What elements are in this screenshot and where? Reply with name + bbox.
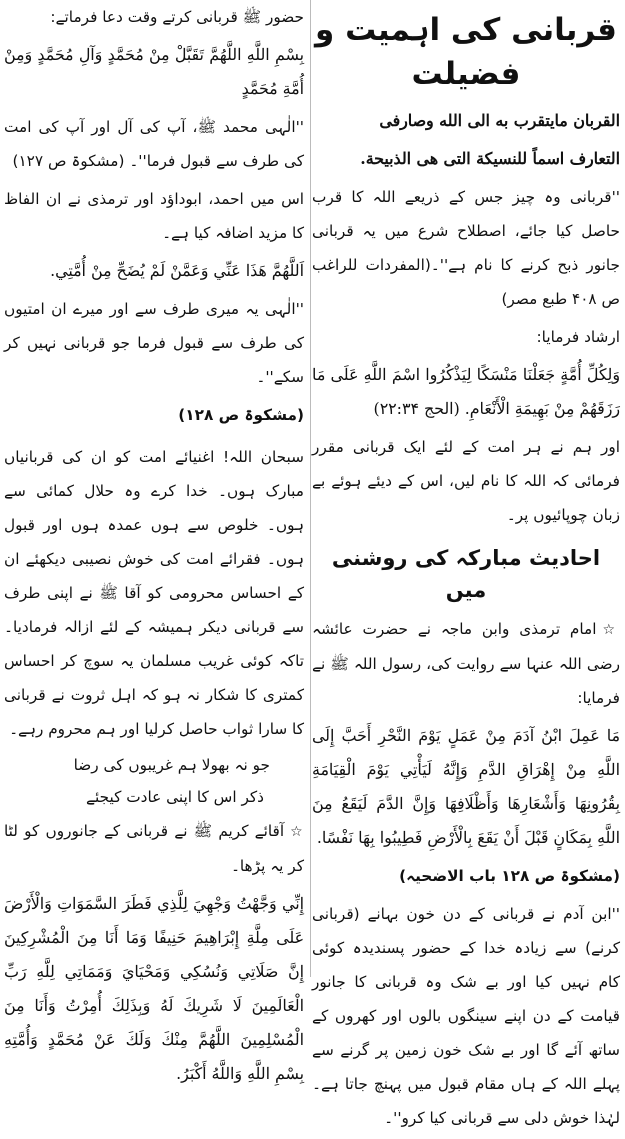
hadith-arabic: مَا عَمِلَ ابْنُ آدَمَ مِنْ عَمَلٍ يَوْمَ النَّحْرِ أَحَبَّ إِلَى اللَّهِ مِنْ إِهْرَاقِ الدَّمِ وَإِنَّهُ لَيَأْتِي يَوْمَ الْقِيَامَةِ بِقُرُونِهَا وَأَشْعَارِهَا وَأَظْلَافِهَا وَإِنَّ الدَّمَ لَيَقَعُ مِنَ اللَّهِ بِمَكَانٍ قَبْلَ أَنْ يَقَعَ بِالْأَرْضِ فَطِيبُوا بِهَا نَفْسًا. (312, 726, 620, 847)
recitation-arabic: إِنِّي وَجَّهْتُ وَجْهِيَ لِلَّذِي فَطَرَ السَّمَوَاتِ وَالْأَرْضَ عَلَى مِلَّةِ إِبْرَاهِيمَ حَنِيفًا وَمَا أَنَا مِنَ الْمُشْرِكِينَ إِنَّ صَلَاتِي وَنُسُكِي وَمَحْيَايَ وَمَمَاتِي لِلَّهِ رَبِّ الْعَالَمِينَ لَا شَرِيكَ لَهُ وَبِذَلِكَ أُمِرْتُ وَأَنَا مِنَ الْمُسْلِمِينَ اللَّهُمَّ مِنْكَ وَلَكَ عَنْ مُحَمَّدٍ وَأُمَّتِهِ بِسْمِ اللَّهِ وَاللَّهُ أَكْبَرُ. (4, 894, 304, 1083)
poem-line-2-text: ذکر اس کا اپنی عادت کیجئے (86, 788, 264, 806)
recitation-intro-paragraph (4, 814, 304, 883)
star-icon: ☆ (602, 622, 620, 638)
dua-translation: ''الٰہی محمد ﷺ، آپ کی آل اور آپ کی امت کی طرف سے قبول فرما''۔ (مشکوۃ ص ۱۲۷) (4, 118, 304, 170)
ayah-translation: اور ہم نے ہر امت کے لئے ایک قربانی مقرر فرمائی کہ اللہ کا نام لیں، اس کے دیئے ہوئے بے زبان چوپائیوں پر۔ (312, 438, 620, 524)
left-column (4, 0, 304, 1095)
column-divider (310, 0, 311, 977)
poem-line-1-text: جو نہ بھولا ہم غریبوں کی رضا (73, 756, 270, 774)
hadith-intro-text: امام ترمذی وابن ماجہ نے حضرت عائشہ رضی اللہ عنہا سے روایت کی، رسول اللہ ﷺ نے فرمایا: (312, 620, 620, 707)
hadith-translation: ''ابن آدم نے قربانی کے دن خون بہانے (قربانی کرنے) سے زیادہ خدا کے حضور پسندیدہ کوئی کام نہیں کیا اور بے شک وہ قربانی کا جانور قیامت کے دن اپنے سینگوں بالوں اور کھروں کے ساتھ آئے گا اور بے شک خون زمین پر گرنے سے پہلے اللہ کے ہاں مقام قبول میں پہنچ جاتا ہے۔ لہٰذا خوش دلی سے قربانی کیا کرو''۔ (312, 905, 620, 1127)
right-column (312, 0, 620, 1139)
addition-reference: (مشکوۃ ص ۱۲۸) (178, 406, 304, 424)
dua-arabic: بِسْمِ اللَّهِ اللَّهُمَّ تَقَبَّلْ مِنْ مُحَمَّدٍ وَآلِ مُحَمَّدٍ وَمِنْ أُمَّةِ مُحَمَّدٍ (4, 45, 304, 98)
irshad-label: ارشاد فرمایا: (536, 328, 620, 346)
intro-arabic-line-2: التعارف اسماً للنسيكة التی هی الذبيحة. (360, 149, 620, 168)
commentary-paragraph: سبحان اللہ! اغنیائے امت کو ان کی قربانیاں مبارک ہوں۔ خدا کرے وہ حلال کمائی سے ہوں۔ خلوص سے ہوں عمدہ ہوں اور قبول ہوں۔ فقرائے امت کی خوش نصیبی دیکھئے ان کے احساس محرومی کو آقا ﷺ نے اپنی طرف سے قربانی دیکر ہمیشہ کے لئے ازالہ فرمادیا۔ تاکہ کوئی غریب مسلمان یہ سوچ کر احساس کمتری کا شکار نہ ہو کہ اہل ثروت نے قربانی کا سارا ثواب حاصل کرلیا اور ہم محروم رہے۔ (4, 448, 304, 738)
ayah-text: وَلِكُلِّ أُمَّةٍ جَعَلْنَا مَنْسَكًا لِيَذْكُرُوا اسْمَ اللَّهِ عَلَى مَا رَزَقَهُمْ مِنْ بَهِيمَةِ الْأَنْعَامِ. (الحج ۲۲:۳۴) (312, 365, 620, 418)
addition-intro: اس میں احمد، ابوداؤد اور ترمذی نے ان الفاظ کا مزید اضافہ کیا ہے۔ (4, 190, 304, 242)
dua-intro: حضور ﷺ قربانی کرتے وقت دعا فرماتے: (50, 8, 304, 26)
addition-arabic: اَللَّهُمَّ هَذَا عَنِّي وَعَمَّنْ لَمْ يُضَحِّ مِنْ أُمَّتِي. (50, 261, 304, 280)
hadith-section-title: احادیث مبارکہ کی روشنی میں (331, 546, 601, 602)
recitation-intro-text: آقائے کریم ﷺ نے قربانی کے جانوروں کو لٹا کر یہ پڑھا۔ (4, 822, 304, 875)
definition-paragraph: ''قربانی وہ چیز جس کے ذریعے اللہ کا قرب حاصل کیا جائے، اصطلاح شرع میں یہ قربانی جانور ذبح کرنے کا نام ہے''۔(المفردات للراغب ص ۴۰۸ طبع مصر) (312, 188, 620, 308)
poem-line-1 (4, 750, 304, 780)
addition-translation: ''الٰہی یہ میری طرف سے اور میرے ان امتیوں کی طرف سے قبول فرما جو قربانی نہیں کر سکے''۔ (4, 300, 304, 386)
poem-line-2 (4, 782, 304, 812)
hadith-reference: (مشکوۃ ص ۱۲۸ باب الاضحیہ) (399, 867, 620, 885)
star-icon: ☆ (290, 824, 304, 840)
article-title: قربانی کی اہمیت و فضیلت (315, 12, 617, 92)
intro-arabic-line-1: القربان مايتقرب به الی الله وصارفی (379, 111, 620, 130)
hadith-intro-paragraph (312, 612, 620, 715)
